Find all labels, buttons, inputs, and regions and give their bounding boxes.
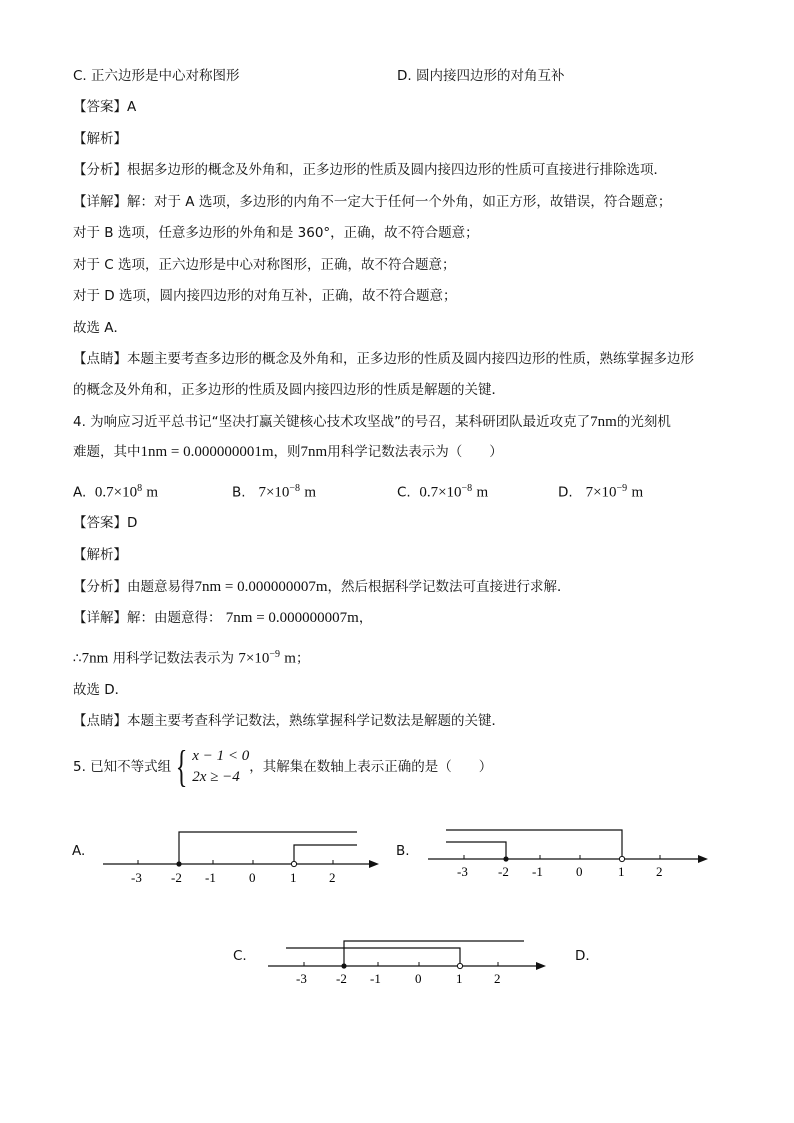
dianjing-text: 本题主要考查科学记数法，熟练掌握科学记数法是解题的关键． xyxy=(127,713,505,729)
q3-jiexi: 【解析】 xyxy=(73,131,127,147)
tick-label: 2 xyxy=(656,864,663,879)
open-point xyxy=(291,861,296,866)
fenxi-text: ，然后根据科学记数法可直接进行求解． xyxy=(327,579,571,595)
number-line-a xyxy=(95,822,385,892)
q4-stem-line-1 xyxy=(73,412,671,432)
q3-line-b: 对于 B 选项，任意多边形的外角和是 360°，正确，故不符合题意； xyxy=(73,225,479,241)
tick-label: 0 xyxy=(415,971,422,986)
tick-label: 0 xyxy=(576,864,583,879)
option-unit: m xyxy=(476,484,489,501)
q4-stem-text: ，则 xyxy=(273,444,301,460)
q4-stem-text: 的光刻机 xyxy=(616,414,671,430)
answer-tag: 【答案】 xyxy=(73,515,127,531)
answer-tag: 【答案】 xyxy=(73,99,127,115)
open-point xyxy=(619,856,624,861)
option-math: 7×10 xyxy=(585,484,617,501)
q5-option-b-label: B. xyxy=(396,843,410,859)
option-exp: −9 xyxy=(616,483,628,494)
solution-bracket xyxy=(179,832,357,864)
option-math: 0.7×10 xyxy=(419,484,462,501)
option-exp: −8 xyxy=(289,483,301,494)
q3-xiangjie xyxy=(73,192,671,212)
xiangjie-tag: 【详解】 xyxy=(73,194,127,210)
number-line-b xyxy=(420,818,720,888)
q5-option-a-label: A. xyxy=(72,843,86,859)
tick-label: -1 xyxy=(205,870,216,885)
solid-point xyxy=(503,856,508,861)
q3-line-d: 对于 D 选项，圆内接四边形的对角互补，正确，故不符合题意； xyxy=(73,288,457,304)
xiangjie-text: 解：由题意得： xyxy=(127,610,222,626)
option-label: B. xyxy=(232,484,246,501)
math-exp: −9 xyxy=(269,649,280,660)
q5-option-c-label: C. xyxy=(233,948,247,964)
q4-xiangjie xyxy=(73,608,372,628)
inequality-system xyxy=(192,746,249,788)
option-label: C. xyxy=(397,484,411,501)
math-unit: m xyxy=(284,650,296,667)
q3-dianjing-2: 的概念及外角和，正多边形的性质及圆内接四边形的性质是解题的关键． xyxy=(73,382,505,398)
arrow-icon xyxy=(698,855,708,863)
q4-jiexi: 【解析】 xyxy=(73,547,127,563)
solid-point xyxy=(341,963,346,968)
solution-bracket xyxy=(286,948,460,966)
tick-label: 2 xyxy=(329,870,336,885)
q5-stem xyxy=(73,744,492,790)
q4-answer-line xyxy=(73,513,137,533)
q5-stem-text: 5. 已知不等式组 xyxy=(73,759,172,775)
fenxi-text: 由题意易得 xyxy=(127,579,195,595)
solution-bracket xyxy=(446,830,622,859)
q3-answer-line xyxy=(73,97,136,117)
math-7x10: 7×10 xyxy=(238,650,270,667)
q3-fenxi xyxy=(73,160,667,180)
math-1nm: 1nm = 0.000000001m xyxy=(140,444,274,460)
therefore-symbol: ∴ xyxy=(73,650,82,667)
dianjing-tag: 【点睛】 xyxy=(73,713,127,729)
tick-label: 0 xyxy=(249,870,256,885)
option-unit: m xyxy=(304,484,317,501)
tick-label: -3 xyxy=(457,864,468,879)
tick-label: -2 xyxy=(336,971,347,986)
tick-label: 1 xyxy=(618,864,625,879)
option-label: A. xyxy=(73,484,87,501)
q5-option-d-label: D. xyxy=(575,948,590,964)
math-7nm-value: 7nm = 0.000000007m xyxy=(225,610,359,626)
solution-bracket xyxy=(294,845,357,864)
q4-stem-text: 难题，其中 xyxy=(73,444,141,460)
q3-option-d: D. 圆内接四边形的对角互补 xyxy=(397,68,565,84)
q4-stem-line-2 xyxy=(73,442,503,462)
q4-stem-text: 4. 为响应习近平总书记“坚决打赢关键核心技术攻坚战”的号召，某科研团队最近攻克了 xyxy=(73,414,591,430)
math-7nm: 7nm xyxy=(590,414,617,430)
math-7nm: 7nm xyxy=(81,650,109,667)
option-exp: −8 xyxy=(461,483,473,494)
option-math: 7×10 xyxy=(258,484,290,501)
therefore-text: 用科学记数法表示为 xyxy=(112,650,235,667)
q4-option-a xyxy=(73,479,158,503)
dianjing-text: 本题主要考查多边形的概念及外角和，正多边形的性质及圆内接四边形的性质，熟练掌握多边形 xyxy=(127,351,694,367)
answer-value: A xyxy=(127,99,137,115)
q4-choose: 故选 D． xyxy=(73,682,129,698)
q3-option-c: C. 正六边形是中心对称图形 xyxy=(73,68,240,84)
fenxi-tag: 【分析】 xyxy=(73,579,127,595)
xiangjie-text: ， xyxy=(358,610,373,626)
q4-therefore xyxy=(73,645,309,669)
inequality-2: 2x ≥ −4 xyxy=(192,769,240,785)
open-point xyxy=(457,963,462,968)
arrow-icon xyxy=(369,860,379,868)
q3-line-c: 对于 C 选项，正六边形是中心对称图形，正确，故不符合题意； xyxy=(73,257,456,273)
option-exp: 8 xyxy=(137,483,143,494)
q4-fenxi xyxy=(73,577,571,597)
brace-icon: { xyxy=(175,742,188,791)
math-7nm: 7nm xyxy=(300,444,328,460)
xiangjie-tag: 【详解】 xyxy=(73,610,127,626)
q4-option-b xyxy=(232,479,316,503)
arrow-icon xyxy=(536,962,546,970)
q3-dianjing-1 xyxy=(73,349,694,369)
inequality-1: x − 1 < 0 xyxy=(192,748,250,764)
number-line-c xyxy=(262,926,552,996)
therefore-end: ； xyxy=(295,650,310,667)
q3-choose: 故选 A． xyxy=(73,320,128,336)
tick-label: -3 xyxy=(131,870,142,885)
tick-label: -2 xyxy=(498,864,509,879)
tick-label: -1 xyxy=(370,971,381,986)
option-math: 0.7×10 xyxy=(94,484,138,501)
xiangjie-text: 解：对于 A 选项，多边形的内角不一定大于任何一个外角，如正方形，故错误，符合题意； xyxy=(127,194,672,210)
tick-label: 1 xyxy=(290,870,297,885)
option-unit: m xyxy=(631,484,644,501)
q5-stem-text: ，其解集在数轴上表示正确的是（ ） xyxy=(249,759,493,775)
q4-option-c xyxy=(397,479,488,503)
option-label: D. xyxy=(558,484,573,501)
tick-label: -1 xyxy=(532,864,543,879)
fenxi-text: 根据多边形的概念及外角和，正多边形的性质及圆内接四边形的性质可直接进行排除选项． xyxy=(127,162,667,178)
solution-bracket xyxy=(446,842,506,859)
tick-label: 2 xyxy=(494,971,501,986)
q4-option-d xyxy=(558,479,643,503)
fenxi-tag: 【分析】 xyxy=(73,162,127,178)
tick-label: 1 xyxy=(456,971,463,986)
math-7nm-value: 7nm = 0.000000007m xyxy=(194,579,328,595)
option-unit: m xyxy=(146,484,159,501)
tick-label: -2 xyxy=(171,870,182,885)
answer-value: D xyxy=(127,515,138,531)
tick-label: -3 xyxy=(296,971,307,986)
solid-point xyxy=(176,861,181,866)
q4-stem-text: 用科学记数法表示为（ ） xyxy=(327,444,503,460)
q4-dianjing xyxy=(73,711,505,731)
solution-bracket xyxy=(344,941,524,966)
dianjing-tag: 【点睛】 xyxy=(73,351,127,367)
